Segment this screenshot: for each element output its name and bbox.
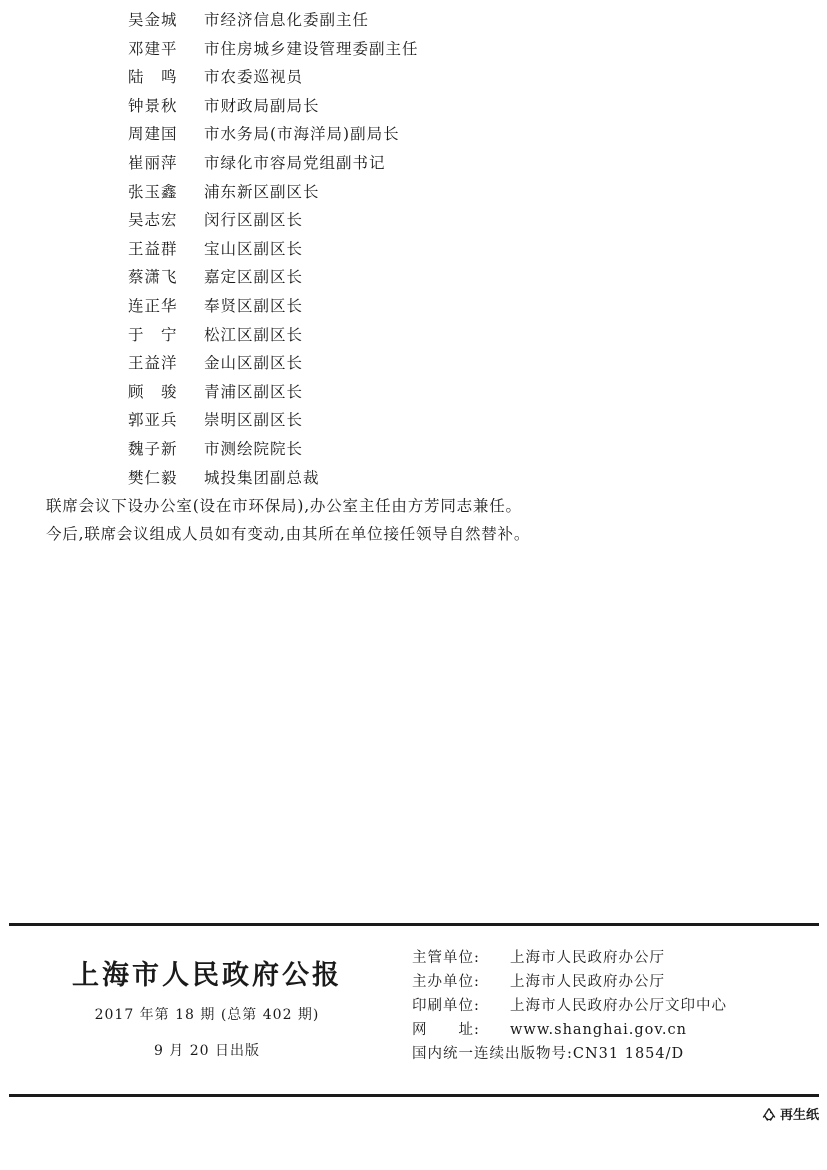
member-role: 市水务局(市海洋局)副局长 xyxy=(204,125,400,144)
member-role: 崇明区副区长 xyxy=(204,411,304,430)
recycled-paper-label: 再生纸 xyxy=(779,1108,819,1123)
info-row-supervisor xyxy=(412,946,817,970)
journal-title: 上海市人民政府公报 xyxy=(72,960,342,991)
info-row-serial-number xyxy=(412,1042,817,1066)
member-name: 王益洋 xyxy=(128,354,178,373)
info-label: 国内统一连续出版物号: xyxy=(412,1046,573,1062)
member-name: 郭亚兵 xyxy=(128,411,178,430)
recycle-icon xyxy=(762,1107,776,1121)
member-role: 市农委巡视员 xyxy=(204,68,304,87)
member-name: 张玉鑫 xyxy=(128,182,178,201)
publication-info xyxy=(412,946,817,1066)
member-name: 顾 骏 xyxy=(128,382,178,401)
info-value: 上海市人民政府办公厅文印中心 xyxy=(510,998,727,1014)
member-name: 陆 鸣 xyxy=(128,68,178,87)
info-row-website xyxy=(412,1018,817,1042)
info-value: 上海市人民政府办公厅 xyxy=(510,974,665,990)
info-label: 印刷单位: xyxy=(412,998,480,1014)
info-label: 主办单位: xyxy=(412,974,480,990)
member-role: 奉贤区副区长 xyxy=(204,297,304,315)
recycled-paper-mark xyxy=(762,1104,819,1123)
member-name: 崔丽萍 xyxy=(128,154,178,172)
info-label: 网 址: xyxy=(412,1022,480,1038)
member-role: 宝山区副区长 xyxy=(204,239,304,258)
member-role: 金山区副区长 xyxy=(204,354,304,373)
footer-top-rule xyxy=(9,923,819,926)
info-row-printer xyxy=(412,994,817,1018)
member-name: 吴金城 xyxy=(128,11,178,29)
member-name: 王益群 xyxy=(128,239,178,258)
info-label: 主管单位: xyxy=(412,950,480,966)
member-role: 市住房城乡建设管理委副主任 xyxy=(204,39,419,58)
member-name: 吴志宏 xyxy=(128,211,178,230)
changes-paragraph: 今后,联席会议组成人员如有变动,由其所在单位接任领导自然替补。 xyxy=(46,525,531,543)
member-role: 嘉定区副区长 xyxy=(204,268,304,287)
footer-bottom-rule xyxy=(9,1094,819,1097)
journal-publish-date: 9 月 20 日出版 xyxy=(153,1043,261,1059)
member-name: 周建国 xyxy=(128,125,178,144)
info-value: www.shanghai.gov.cn xyxy=(510,1022,687,1038)
journal-issue: 2017 年第 18 期 (总第 402 期) xyxy=(94,1007,320,1023)
member-name: 樊仁毅 xyxy=(128,468,178,487)
info-row-sponsor xyxy=(412,970,817,994)
member-name: 于 宁 xyxy=(128,325,178,344)
member-name: 连正华 xyxy=(128,297,178,315)
office-paragraph: 联席会议下设办公室(设在市环保局),办公室主任由方芳同志兼任。 xyxy=(46,497,522,515)
member-role: 市经济信息化委副主任 xyxy=(204,11,370,29)
member-name: 魏子新 xyxy=(128,440,178,458)
member-role: 市绿化市容局党组副书记 xyxy=(204,154,386,172)
info-value: CN31 1854/D xyxy=(572,1046,685,1062)
member-role: 市财政局副局长 xyxy=(204,96,320,115)
info-value: 上海市人民政府办公厅 xyxy=(510,950,665,966)
member-role: 城投集团副总裁 xyxy=(204,468,320,487)
member-name: 蔡潇飞 xyxy=(128,268,178,287)
member-role: 市测绘院院长 xyxy=(204,440,304,458)
member-role: 闵行区副区长 xyxy=(204,211,304,230)
member-role: 松江区副区长 xyxy=(204,325,304,344)
member-name: 邓建平 xyxy=(128,39,178,58)
member-role: 青浦区副区长 xyxy=(204,382,304,401)
member-name: 钟景秋 xyxy=(128,96,178,115)
member-role: 浦东新区副区长 xyxy=(204,182,320,201)
